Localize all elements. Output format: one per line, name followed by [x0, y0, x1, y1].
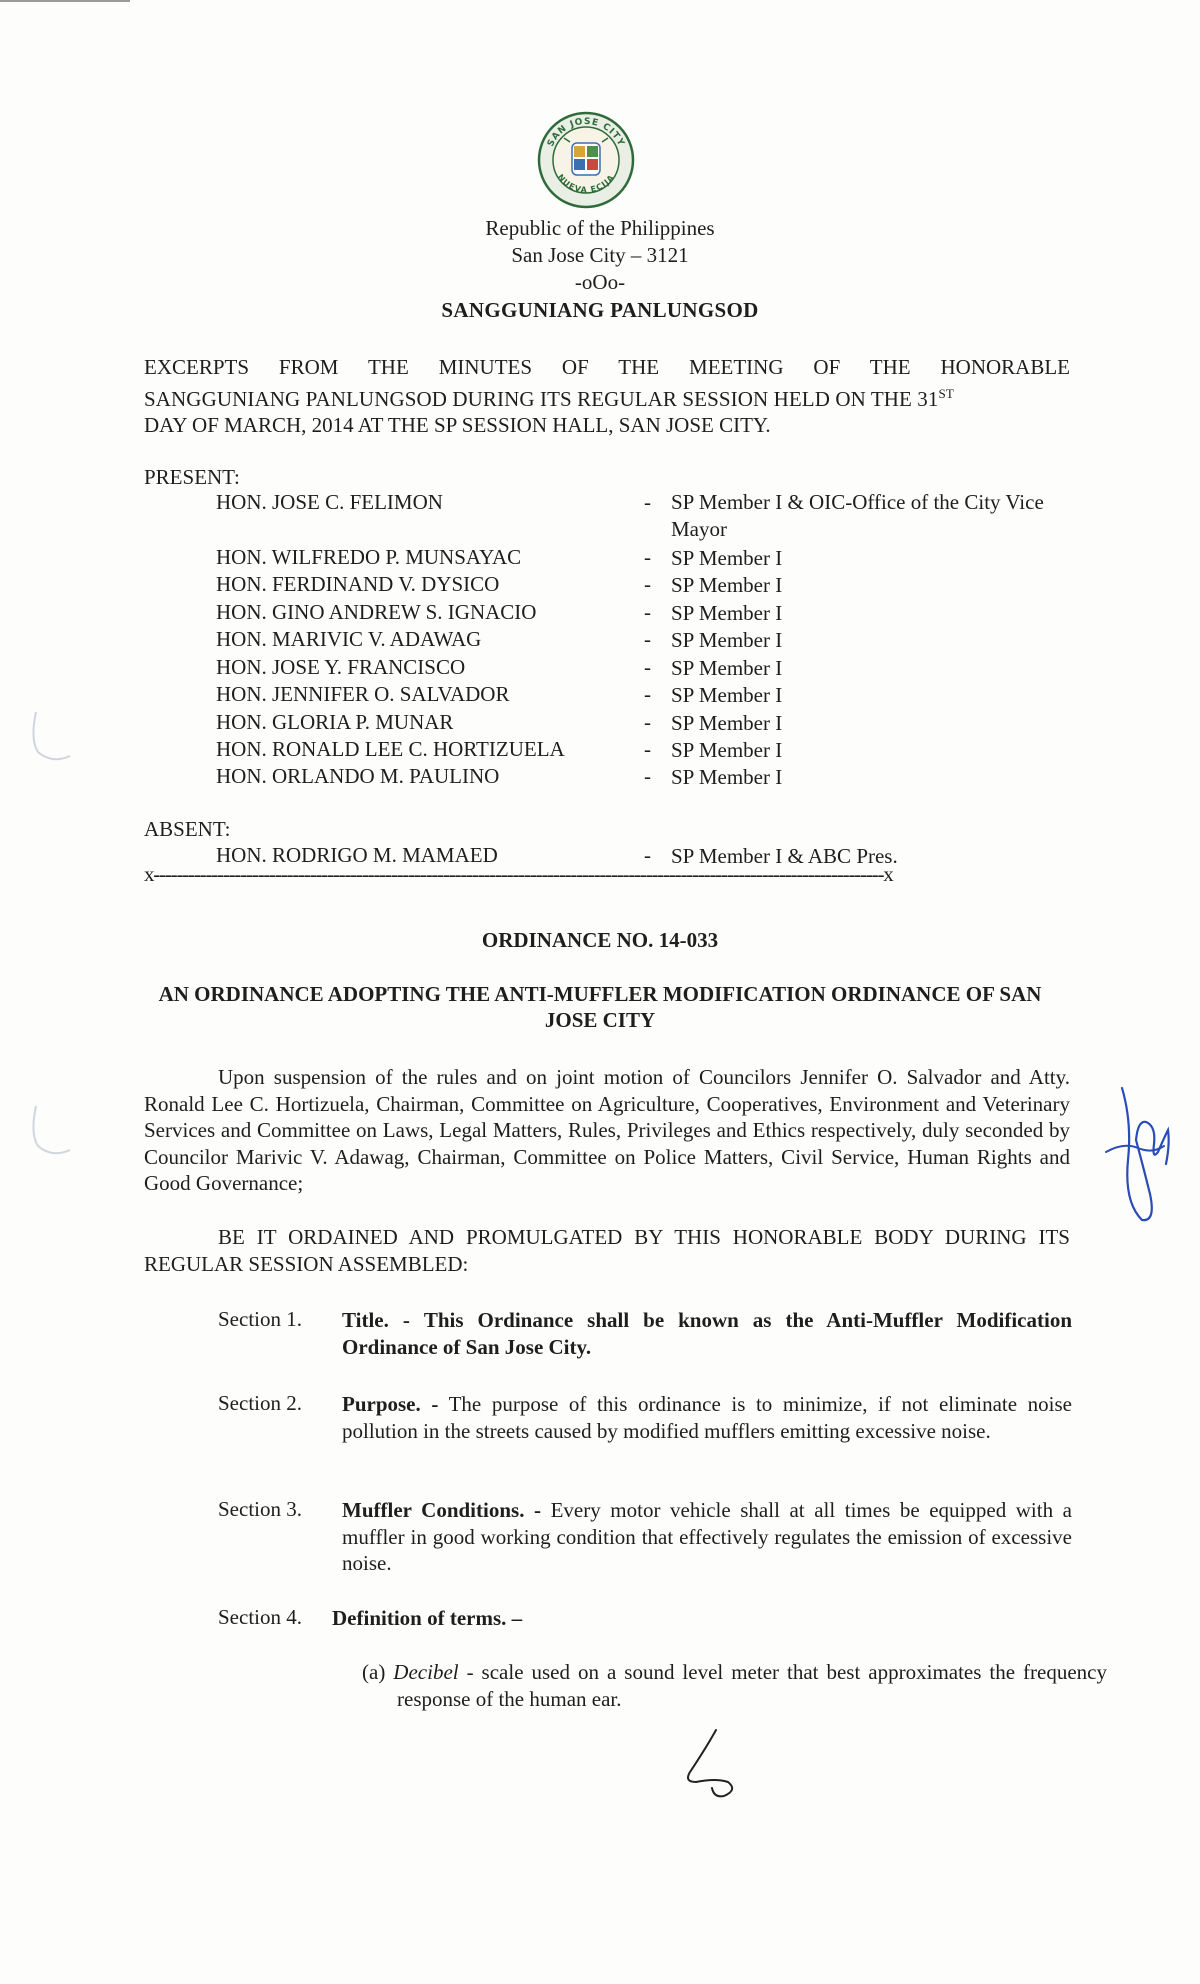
present-name: HON. ORLANDO M. PAULINO: [216, 764, 500, 788]
dash: -: [644, 682, 651, 706]
section-heading: Definition of terms. –: [332, 1606, 523, 1630]
section-label: Section 4.: [218, 1605, 302, 1629]
dash: -: [644, 600, 651, 624]
present-position: SP Member I: [671, 683, 783, 707]
absent-name: HON. RODRIGO M. MAMAED: [216, 843, 498, 867]
seal-bottom-text: NUEVA ECIJA: [555, 172, 617, 195]
dash: -: [644, 545, 651, 569]
section-heading: Purpose. -: [342, 1392, 439, 1416]
present-name: HON. JENNIFER O. SALVADOR: [216, 682, 510, 706]
section-text: Every motor vehicle shall at all times be equipped with a muffler in good working condition that effectively regulates the emission of excessive noise.: [342, 1498, 1072, 1575]
ordinance-title: AN ORDINANCE ADOPTING THE ANTI-MUFFLER MODIFICATION ORDINANCE OF SAN JOSE CITY: [158, 982, 1042, 1032]
excerpt-line-1: EXCERPTS FROM THE MINUTES OF THE MEETING OF THE HONORABLE: [144, 355, 1070, 379]
section-body: [342, 1307, 1072, 1360]
ordinance-number: ORDINANCE NO. 14-033: [481, 928, 719, 952]
section-body: [342, 1391, 1072, 1444]
present-position: SP Member I: [671, 711, 783, 735]
seal-top-text: SAN JOSE CITY: [545, 116, 627, 149]
section-heading: Title. -: [342, 1308, 410, 1332]
present-position: SP Member I: [671, 765, 783, 789]
handwritten-initials-icon: [676, 1724, 746, 1804]
present-name: HON. RONALD LEE C. HORTIZUELA: [216, 737, 565, 761]
city-seal-icon: [536, 110, 636, 210]
scan-edge-line: [0, 0, 130, 2]
section-label: Section 2.: [218, 1391, 302, 1415]
excerpt-paragraph: [144, 354, 1070, 439]
definition-marker: (a): [362, 1660, 386, 1684]
absent-label: ABSENT:: [144, 817, 231, 841]
present-label: PRESENT:: [144, 465, 240, 489]
header-city: San Jose City – 3121: [511, 243, 689, 267]
present-position: SP Member I: [671, 738, 783, 762]
header-body-name: SANGGUNIANG PANLUNGSOD: [441, 298, 759, 322]
dash: -: [644, 737, 651, 761]
section-label: Section 3.: [218, 1497, 302, 1521]
definition-text: - scale used on a sound level meter that best approximates the frequency response of the human ear.: [397, 1660, 1107, 1711]
definition-item: [362, 1659, 1107, 1712]
absent-position: SP Member I & ABC Pres.: [671, 844, 898, 868]
section-body: [332, 1605, 1062, 1632]
dash: -: [644, 655, 651, 679]
present-name: HON. MARIVIC V. ADAWAG: [216, 627, 482, 651]
excerpt-line-3: DAY OF MARCH, 2014 AT THE SP SESSION HALL, SAN JOSE CITY.: [144, 413, 771, 437]
section-divider: x------------------------------------------------------------------------------------------------------------------------------x: [144, 862, 893, 886]
definition-term: Decibel: [393, 1660, 459, 1684]
dash: -: [644, 490, 651, 514]
present-position: SP Member I: [671, 628, 783, 652]
present-name: HON. JOSE Y. FRANCISCO: [216, 655, 466, 679]
section-heading: Muffler Conditions. -: [342, 1498, 542, 1522]
preamble-paragraph: Upon suspension of the rules and on joint motion of Councilors Jennifer O. Salvador and Atty. Ronald Lee C. Hortizuela, Chairman, Committee on Agriculture, Cooperatives, Environment and Veterinary Services and Committee on Laws, Legal Matters, Rules, Privileges and Ethics respectively, duly seconded by Councilor Marivic V. Adawag, Chairman, Committee on Police Matters, Civil Service, Human Rights and Good Governance;: [144, 1065, 1070, 1195]
present-position: SP Member I: [671, 573, 783, 597]
present-position: SP Member I & OIC-Office of the City Vice Mayor: [671, 490, 1044, 541]
present-name: HON. FERDINAND V. DYSICO: [216, 572, 500, 596]
dash: -: [644, 843, 651, 867]
section-body: [342, 1497, 1072, 1577]
dash: -: [644, 572, 651, 596]
dash: -: [644, 710, 651, 734]
present-position: SP Member I: [671, 546, 783, 570]
present-position: SP Member I: [671, 601, 783, 625]
present-name: HON. WILFREDO P. MUNSAYAC: [216, 545, 522, 569]
present-name: HON. GLORIA P. MUNAR: [216, 710, 454, 734]
section-text: The purpose of this ordinance is to minimize, if not eliminate noise pollution in the streets caused by modified mufflers emitting excessive noise.: [342, 1392, 1073, 1443]
punch-hole-mark: [26, 1094, 76, 1164]
present-position: SP Member I: [671, 656, 783, 680]
section-text: This Ordinance shall be known as the Anti-Muffler Modification Ordinance of San Jose City.: [342, 1308, 1072, 1359]
section-label: Section 1.: [218, 1307, 302, 1331]
punch-hole-mark: [26, 700, 76, 770]
excerpt-line-2: [144, 381, 1070, 413]
excerpt-line-2-text: SANGGUNIANG PANLUNGSOD DURING ITS REGULAR SESSION HELD ON THE 31: [144, 386, 939, 411]
ordained-paragraph: BE IT ORDAINED AND PROMULGATED BY THIS HONORABLE BODY DURING ITS REGULAR SESSION ASSEMBLED:: [144, 1225, 1070, 1276]
present-name: HON. JOSE C. FELIMON: [216, 490, 443, 514]
header-country: Republic of the Philippines: [485, 216, 715, 240]
dash: -: [644, 627, 651, 651]
header-separator: -oOo-: [574, 270, 626, 294]
present-name: HON. GINO ANDREW S. IGNACIO: [216, 600, 537, 624]
handwritten-initials-icon: [1098, 1082, 1178, 1227]
dash: -: [644, 764, 651, 788]
excerpt-superscript: ST: [938, 385, 954, 401]
